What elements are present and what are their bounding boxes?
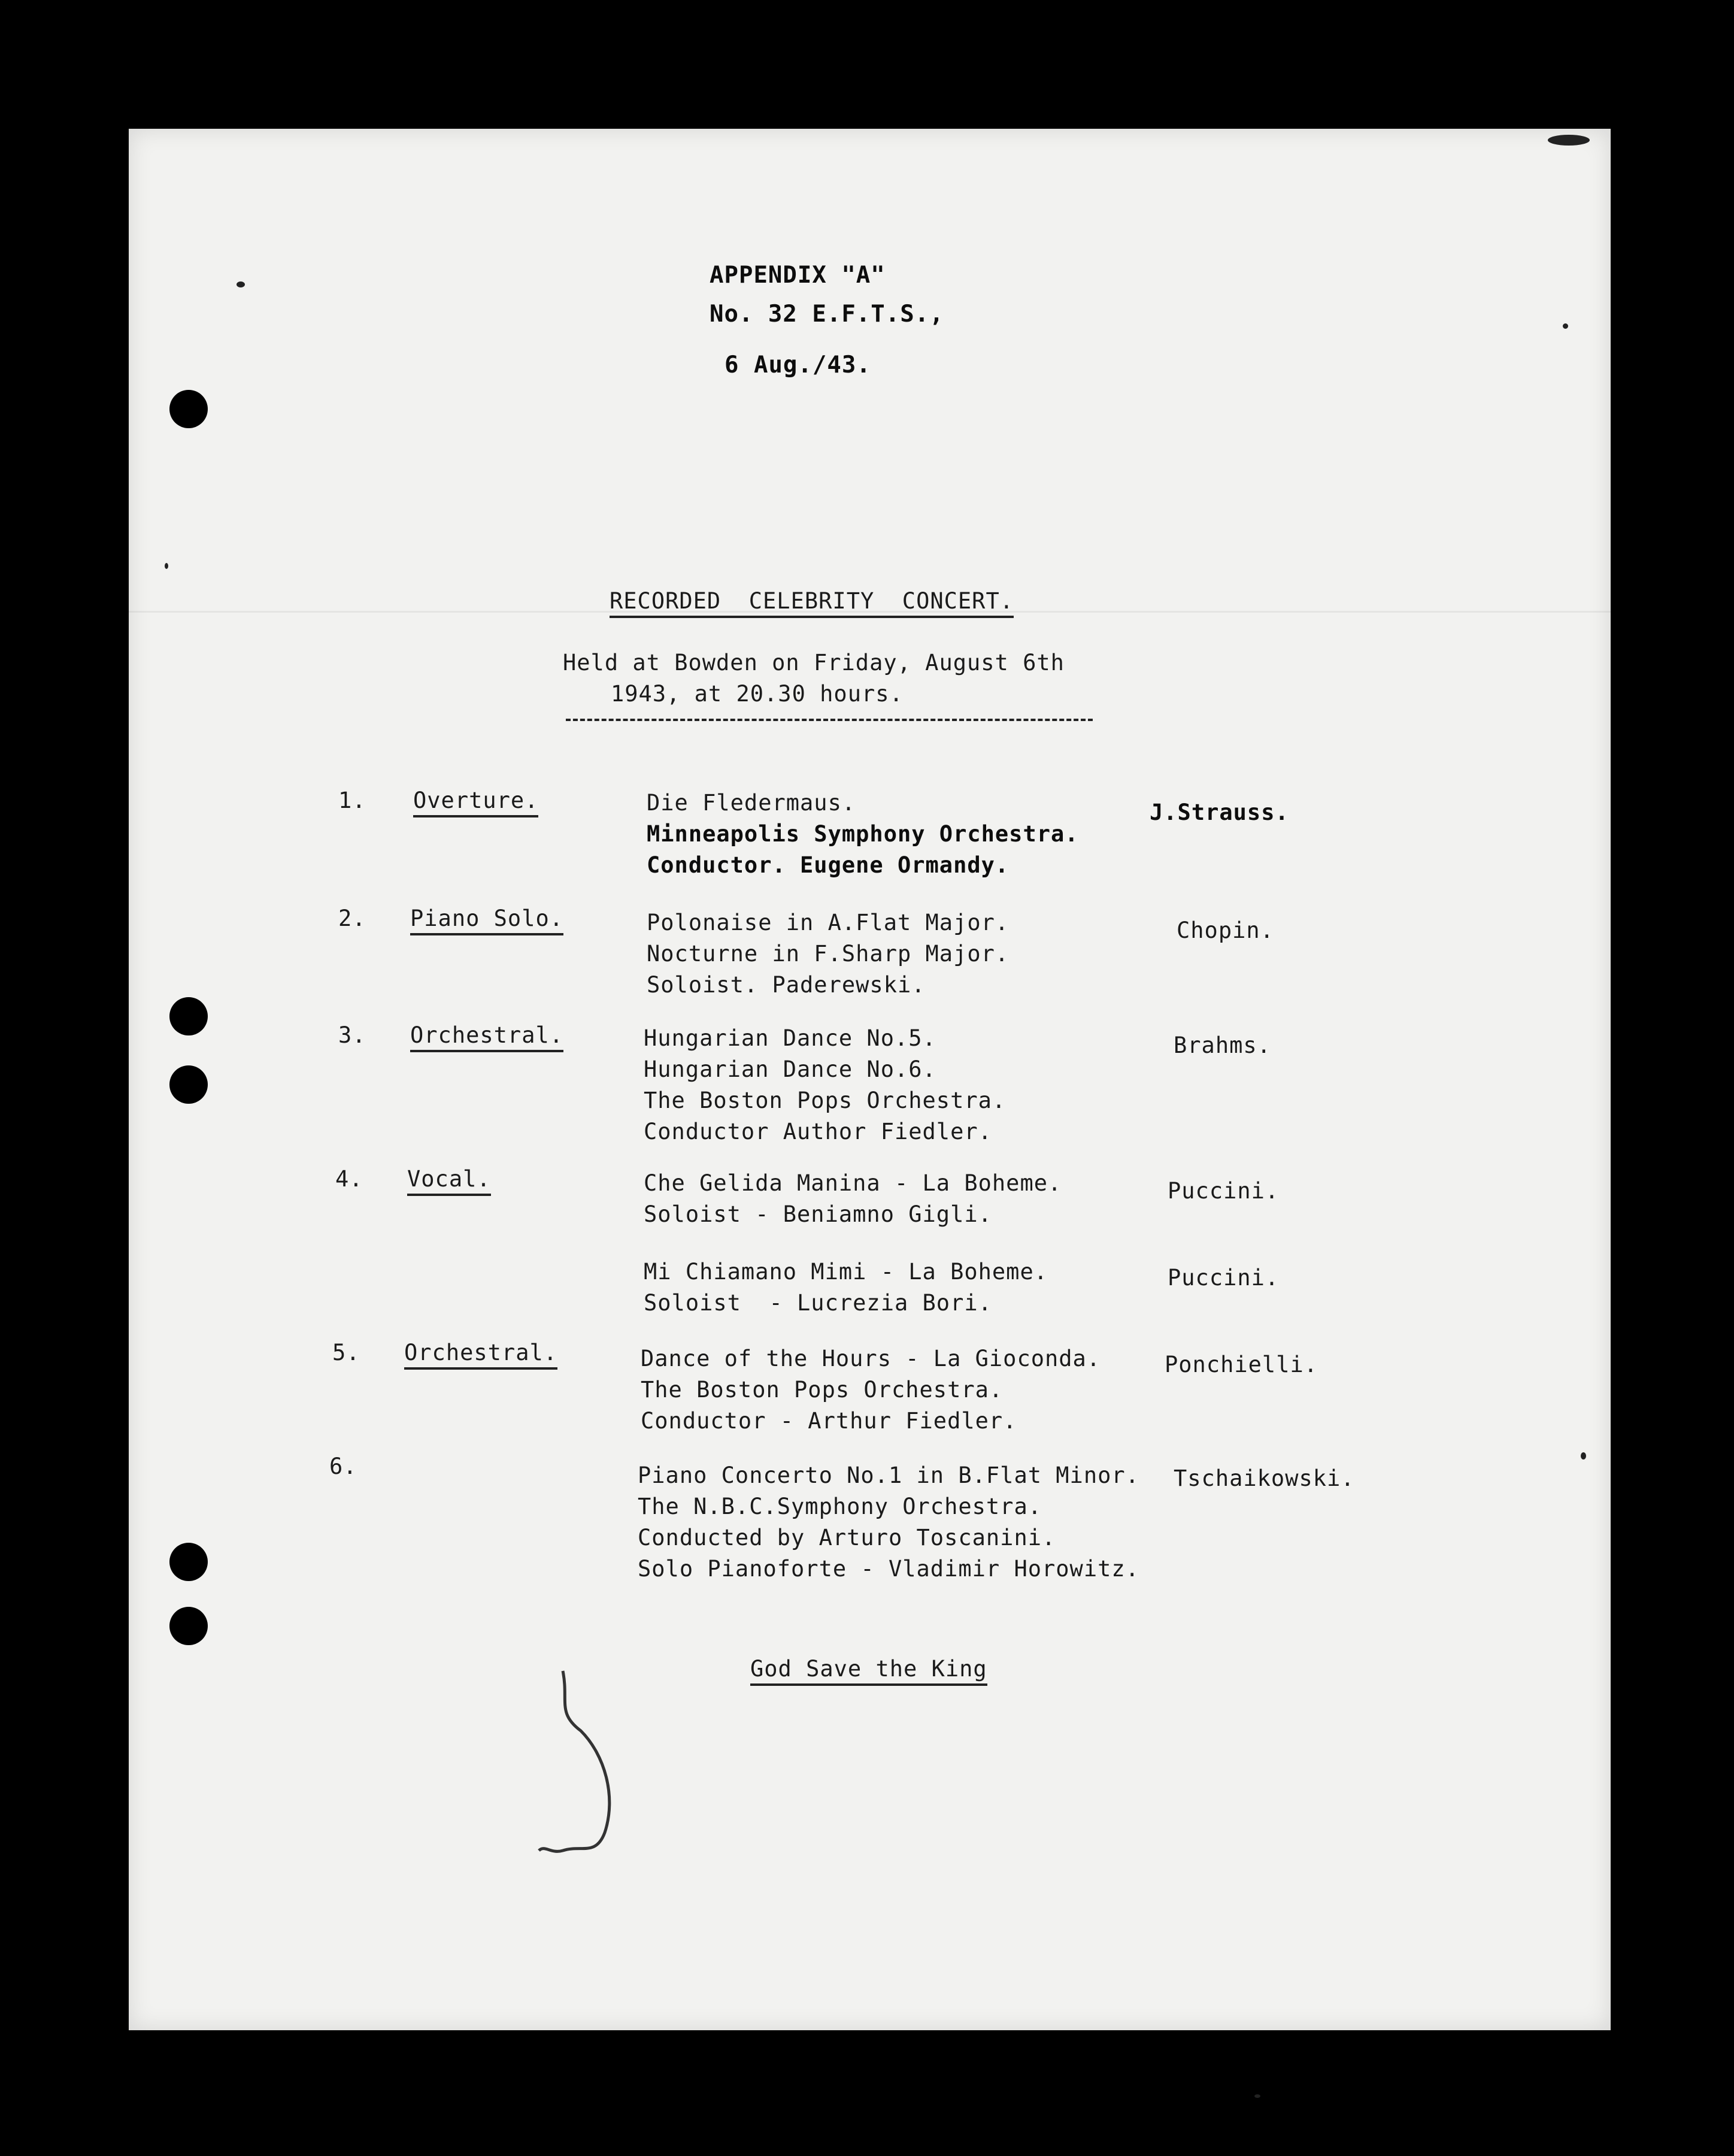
venue-line-1: Held at Bowden on Friday, August 6th: [563, 650, 1065, 676]
item-line: Che Gelida Manina - La Boheme.: [644, 1170, 1062, 1196]
item-line: Piano Concerto No.1 in B.Flat Minor.: [638, 1462, 1139, 1488]
item-line: Solo Pianoforte - Vladimir Horowitz.: [638, 1556, 1139, 1582]
item-line: Conductor. Eugene Ormandy.: [647, 852, 1010, 878]
item-line: Minneapolis Symphony Orchestra.: [647, 821, 1079, 847]
document-date: 6 Aug./43.: [724, 352, 871, 378]
item-line: Hungarian Dance No.5.: [644, 1025, 936, 1051]
divider-line: [566, 719, 1093, 721]
item-number: 5.: [332, 1340, 360, 1365]
venue-line-2: 1943, at 20.30 hours.: [611, 681, 904, 707]
item-line: The Boston Pops Orchestra.: [644, 1088, 1007, 1113]
item-composer: J.Strauss.: [1150, 800, 1289, 825]
punch-hole: [169, 390, 208, 428]
punch-hole: [169, 1543, 208, 1581]
item-composer: Tschaikowski.: [1174, 1465, 1355, 1491]
item-line: Conductor Author Fiedler.: [644, 1119, 992, 1144]
item-category: Vocal.: [407, 1168, 491, 1196]
item-line: Soloist. Paderewski.: [647, 972, 926, 998]
item-line: Dance of the Hours - La Gioconda.: [641, 1346, 1101, 1371]
item-line: Die Fledermaus.: [647, 790, 856, 816]
paper-speck: [165, 563, 168, 569]
item-category: Overture.: [413, 789, 538, 817]
item-number: 2.: [338, 906, 366, 931]
item-number: 4.: [335, 1166, 363, 1192]
item-line: Soloist - Beniamno Gigli.: [644, 1201, 992, 1227]
item-composer: Puccini.: [1168, 1265, 1280, 1291]
paper-speck: [237, 281, 245, 287]
paper-speck: [1548, 135, 1590, 146]
unit-label: No. 32 E.F.T.S.,: [710, 301, 944, 328]
item-composer: Ponchielli.: [1165, 1352, 1318, 1377]
item-line: Polonaise in A.Flat Major.: [647, 910, 1010, 935]
item-line: Hungarian Dance No.6.: [644, 1056, 936, 1082]
item-category: Orchestral.: [410, 1024, 563, 1052]
punch-hole: [169, 997, 208, 1035]
item-line: The Boston Pops Orchestra.: [641, 1377, 1004, 1403]
concert-title: RECORDED CELEBRITY CONCERT.: [610, 590, 1014, 618]
punch-hole: [169, 1065, 208, 1104]
item-line: Nocturne in F.Sharp Major.: [647, 941, 1010, 967]
item-line: Conductor - Arthur Fiedler.: [641, 1408, 1017, 1434]
closing-line: God Save the King: [750, 1658, 987, 1686]
item-composer: Chopin.: [1177, 917, 1274, 943]
item-number: 6.: [329, 1454, 357, 1479]
item-line: The N.B.C.Symphony Orchestra.: [638, 1494, 1042, 1519]
paper-speck: [1563, 323, 1568, 329]
paper-speck: [1581, 1452, 1586, 1459]
item-number: 3.: [338, 1022, 366, 1048]
item-category: Piano Solo.: [410, 907, 563, 935]
item-composer: Brahms.: [1174, 1032, 1271, 1058]
item-number: 1.: [338, 788, 366, 813]
item-line: Mi Chiamano Mimi - La Boheme.: [644, 1259, 1048, 1285]
item-line: Conducted by Arturo Toscanini.: [638, 1525, 1056, 1551]
item-category: Orchestral.: [404, 1342, 557, 1370]
item-line: Soloist - Lucrezia Bori.: [644, 1290, 992, 1316]
paper-speck: [1254, 2094, 1260, 2098]
item-composer: Puccini.: [1168, 1178, 1280, 1204]
punch-hole: [169, 1607, 208, 1645]
pen-mark: [515, 1665, 659, 1881]
appendix-label: APPENDIX "A": [710, 262, 886, 289]
